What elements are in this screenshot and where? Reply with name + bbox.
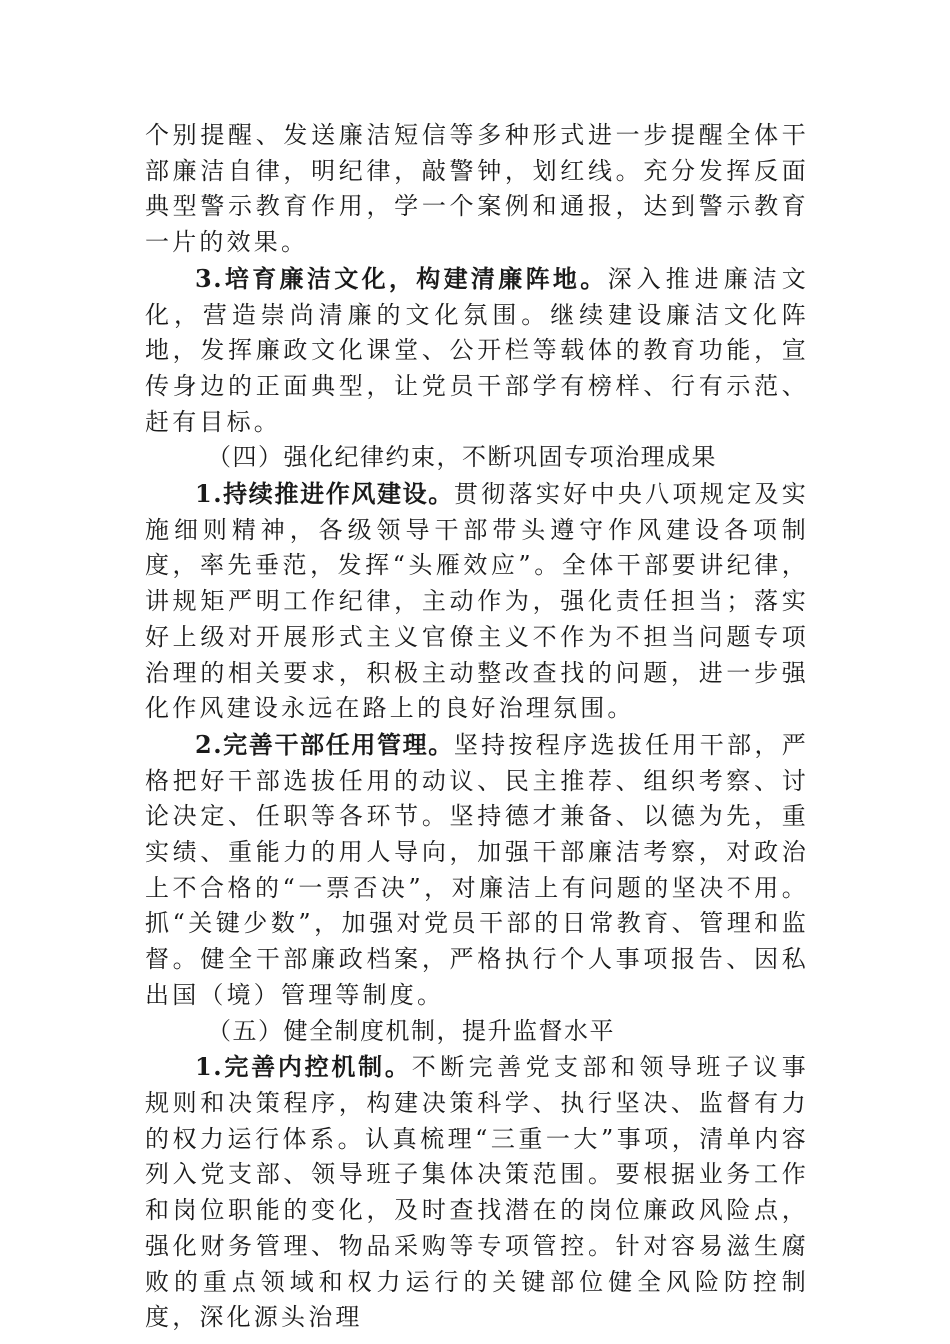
paragraph-internal-control: [145, 1049, 809, 1336]
paragraph-lead: 2.完善干部任用管理。: [195, 729, 454, 759]
paragraph-text: 贯彻落实好中央八项规定及实施细则精神，各级领导干部带头遵守作风建设各项制度，率先垂范，发挥“头雁效应”。全体干部要讲纪律，讲规矩严明工作纪律，主动作为，强化责任担当；落实好上级对开展形式主义官僚主义不作为不担当问题专项治理的相关要求，积极主动整改查找的问题，进一步强化作风建设永远在路上的良好治理氛围。: [145, 480, 809, 723]
paragraph-text: 深入推进廉洁文化，营造崇尚清廉的文化氛围。继续建设廉洁文化阵地，发挥廉政文化课堂、公开栏等载体的教育功能，宣传身边的正面典型，让党员干部学有榜样、行有示范、赶有目标。: [145, 264, 809, 436]
paragraph-integrity-culture: [145, 261, 809, 441]
paragraph-lead: 1.持续推进作风建设。: [195, 479, 454, 509]
document-page: [145, 118, 809, 1336]
paragraph-lead: 3.培育廉洁文化，构建清廉阵地。: [195, 263, 608, 293]
paragraph-text: 坚持按程序选拔任用干部，严格把好干部选拔任用的动议、民主推荐、组织考察、讨论决定、任职等各环节。坚持德才兼备、以德为先，重实绩、重能力的用人导向，加强干部廉洁考察，对政治上不合格的“一票否决”，对廉洁上有问题的坚决不用。抓“关键少数”，加强对党员干部的日常教育、管理和监督。健全干部廉政档案，严格执行个人事项报告、因私出国（境）管理等制度。: [145, 730, 809, 1009]
paragraph-work-style: [145, 476, 809, 727]
paragraph-warning-education: [145, 118, 809, 261]
paragraph-text: 个别提醒、发送廉洁短信等多种形式进一步提醒全体干部廉洁自律，明纪律，敲警钟，划红线。充分发挥反面典型警示教育作用，学一个案例和通报，达到警示教育一片的效果。: [145, 121, 809, 257]
section-heading-four: （四）强化纪律约束，不断巩固专项治理成果: [207, 443, 717, 472]
section-heading-five: （五）健全制度机制，提升监督水平: [207, 1016, 615, 1045]
paragraph-text: 不断完善党支部和领导班子议事规则和决策程序，构建决策科学、执行坚决、监督有力的权力运行体系。认真梳理“三重一大”事项，清单内容列入党支部、领导班子集体决策范围。要根据业务工作和岗位职能的变化，及时查找潜在的岗位廉政风险点，强化财务管理、物品采购等专项管控。针对容易滋生腐败的重点领域和权力运行的关键部位健全风险防控制度，深化源头治理: [145, 1053, 809, 1332]
paragraph-cadre-appointment: [145, 727, 809, 1014]
paragraph-lead: 1.完善内控机制。: [195, 1052, 412, 1082]
